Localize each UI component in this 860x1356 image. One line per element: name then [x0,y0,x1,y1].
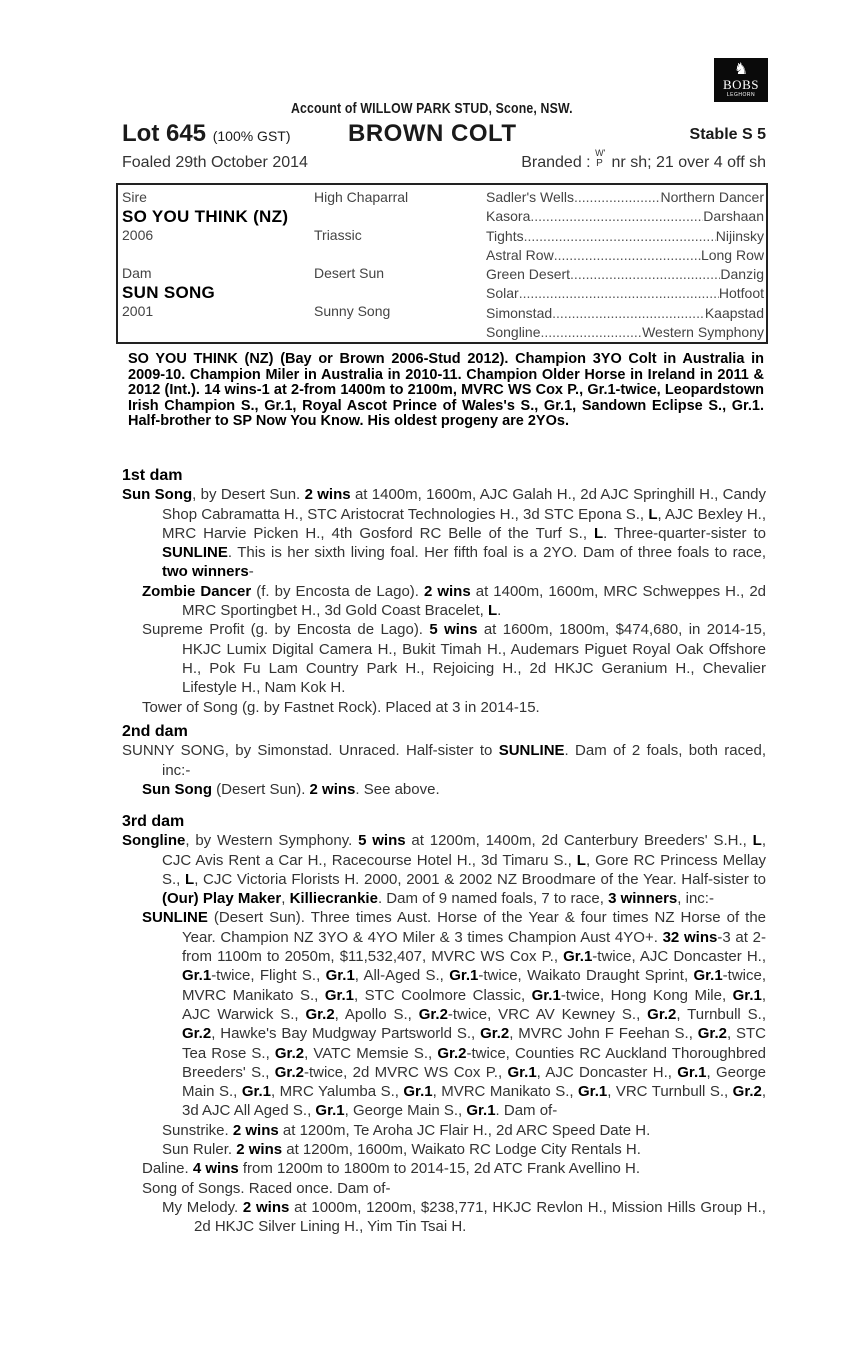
progeny-entry: Tower of Song (g. by Fastnet Rock). Placed at 3 in 2014-15. [142,698,540,716]
third-dam-section [122,812,766,1237]
branded-label: Branded : [521,154,591,171]
ancestor-row: Solar ..... Hotfoot [486,284,764,303]
logo-sub: LEGHORN [726,92,756,98]
dam-entry: Songline, by Western Symphony. 5 wins at 1200m, 1400m, 2d Canterbury Breeders' S.H., L, CJC Avis Rent a Car H., Racecourse Hotel H., 3d Timaru S., L, Gore RC Princess Mellay S., L, CJC Victoria Florists H. 2000, 2001 & 2002 NZ Broodmare of the Year. Half-sister to (Our) Play Maker, Killiecrankie. Dam of 9 named foals, 7 to race, 3 winners, inc:- [122,832,767,908]
race-grade: Gr.2 [647,1005,677,1023]
grand-progeny-entry: Sun Ruler. 2 wins at 1200m, 1600m, Waikato RC Lodge City Rentals H. [162,1141,641,1159]
race-grade: Gr.2 [418,1005,448,1023]
race-grade: Gr.2 [697,1025,727,1043]
lot-number [122,120,291,148]
branded-info [521,148,766,172]
ancestor-row: Green Desert ..... Danzig [486,265,764,284]
race-grade: Gr.1 [531,986,561,1004]
section-heading: 3rd dam [122,813,185,830]
grand-progeny-entry: Sunstrike. 2 wins at 1200m, Te Aroha JC Flair H., 2d ARC Speed Date H. [162,1121,651,1139]
race-grade: Gr.1 [507,1063,537,1081]
dam-dam: Sunny Song [314,303,391,319]
race-grade: Gr.1 [578,1083,608,1101]
race-grade: Gr.2 [480,1025,510,1043]
progeny-entry: Zombie Dancer (f. by Encosta de Lago). 2 wins at 1400m, 1600m, MRC Schweppes H., 2d MRC Sportingbet H., 3d Gold Coast Bracelet, L. [142,582,767,620]
bobs-logo [714,58,768,102]
section-heading: 1st dam [122,467,183,484]
progeny-entry-sunline: SUNLINE (Desert Sun). Three times Aust. Horse of the Year & four times NZ Horse of the Year. Champion NZ 3YO & 4YO Miler & 3 times Champion Aust 4YO+. 32 wins-3 at 2-from 1100m to 2050m, $11,532,407, MVRC WS Cox P., Gr.1-twice, AJC Doncaster H., Gr.1-twice, Flight S., Gr.1, All-Aged S., Gr.1-twice, Waikato Draught Sprint, Gr.1-twice, MVRC Manikato S., Gr.1, STC Coolmore Classic, Gr.1-twice, Hong Kong Mile, Gr.1, AJC Warwick S., Gr.2, Apollo S., Gr.2-twice, VRC AV Kewney S., Gr.2, Turnbull S., Gr.2, Hawke's Bay Mudgway Partsworld S., Gr.2, MVRC John F Feehan S., Gr.2, STC Tea Rose S., Gr.2, VATC Memsie S., Gr.2-twice, Counties RC Auckland Thoroughbred Breeders' S., Gr.2-twice, 2d MVRC WS Cox P., Gr.1, AJC Doncaster H., Gr.1, George Main S., Gr.1, MRC Yalumba S., Gr.1, MVRC Manikato S., Gr.1, VRC Turnbull S., Gr.2, 3d AJC All Aged S., Gr.1, George Main S., Gr.1. Dam of- [142,909,767,1120]
horse-jockey-icon: ♞ [733,61,749,78]
ancestor-row: Songline ..... Western Symphony [486,323,764,342]
pedigree-grandparents [314,188,408,321]
ancestor-row: Sadler's Wells ..... Northern Dancer [486,188,764,207]
race-grade: Gr.2 [437,1044,467,1062]
dam-label: Dam [122,265,152,281]
dam-name: SUN SONG [122,283,216,302]
pedigree-table [116,183,768,344]
race-grade: Gr.1 [677,1063,707,1081]
pedigree-great-grandparents [486,188,764,342]
sire-dam: Triassic [314,227,362,243]
gst-note: (100% GST) [212,128,291,144]
race-grade: Gr.2 [274,1044,305,1062]
dam-entry: Sun Song, by Desert Sun. 2 wins at 1400m, 1600m, AJC Galah H., 2d AJC Springhill H., Candy Shop Cabramatta H., STC Aristocrat Technologies H., 3d STC Epona S., L, AJC Bexley H., MRC Harvie Picken H., 4th Gosford RC Belle of the Turf S., L. Three-quarter-sister to SUNLINE. This is her sixth living foal. Her fifth foal is a 2YO. Dam of three foals to race, two winners- [122,486,767,581]
race-grade: Gr.1 [315,1102,345,1120]
branded-text: nr sh; 21 over 4 off sh [611,154,766,171]
sire-sire: High Chaparral [314,189,409,205]
ancestor-row: Simonstad ..... Kaapstad [486,304,764,323]
progeny-entry: Supreme Profit (g. by Encosta de Lago). 5 wins at 1600m, 1800m, $474,680, in 2014-15, HKJC Lumix Digital Camera H., Bukit Timah H., Audemars Piguet Royal Oak Offshore H., Pok Fu Lam Country Park H., Rejoicing H., 2d HKJC Geranium H., Chevalier Lifestyle H., Nam Kok H. [142,621,766,697]
race-grade: Gr.1 [403,1083,433,1101]
race-grade: Gr.2 [305,1005,335,1023]
second-dam-section [122,722,766,799]
brand-mark-icon: W' P [595,148,606,169]
race-grade: Gr.2 [732,1083,762,1101]
race-grade: Gr.1 [449,967,479,985]
logo-brand: BOBS [723,77,759,92]
race-grade: Gr.1 [325,967,355,985]
ancestor-row: Astral Row ..... Long Row [486,246,764,265]
ancestor-row: Kasora ..... Darshaan [486,207,764,226]
section-heading: 2nd dam [122,723,188,740]
progeny-entry: Sun Song (Desert Sun). 2 wins. See above. [142,780,440,798]
race-grade: Gr.1 [324,986,354,1004]
foaled-date: Foaled 29th October 2014 [122,154,308,171]
sire-name: SO YOU THINK (NZ) [122,207,289,226]
race-grade: Gr.1 [241,1083,271,1101]
first-dam-section [122,466,766,717]
horse-description: BROWN COLT [348,120,517,147]
race-grade: Gr.1 [563,948,593,966]
grand-progeny-entry: My Melody. 2 wins at 1000m, 1200m, $238,771, HKJC Revlon H., Mission Hills Group H., 2d HKJC Silver Lining H., Yim Tin Tsai H. [162,1198,766,1236]
pedigree-parents [122,188,288,321]
ancestor-row: Tights ..... Nijinsky [486,227,764,246]
race-grade: Gr.1 [466,1102,496,1120]
race-grade: Gr.1 [182,967,212,985]
progeny-entry: Daline. 4 wins from 1200m to 1800m to 2014-15, 2d ATC Frank Avellino H. [142,1160,641,1178]
sire-year: 2006 [122,227,154,243]
stable-location: Stable S 5 [689,126,766,143]
race-grade: Gr.1 [693,967,723,985]
dam-sire: Desert Sun [314,265,385,281]
race-grade: Gr.2 [182,1025,212,1043]
dam-year: 2001 [122,303,154,319]
race-grade: Gr.1 [732,986,762,1004]
dam-entry: SUNNY SONG, by Simonstad. Unraced. Half-sister to SUNLINE. Dam of 2 foals, both raced, inc:- [122,742,766,779]
sire-biography: SO YOU THINK (NZ) (Bay or Brown 2006-Stud 2012). Champion 3YO Colt in Australia in 2009-10. Champion Miler in Australia in 2010-11. Champion Older Horse in Ireland in 2011 & 2012 (Int.). 14 wins-1 at 2-from 1400m to 2100m, MVRC WS Cox P., Gr.1-twice, Leopardstown Irish Champion S., Gr.1, Royal Ascot Prince of Wales's S., Gr.1, Sandown Eclipse S., Gr.1. Half-brother to SP Now You Know. His oldest progeny are 2YOs. [128,351,764,429]
sire-label: Sire [122,189,147,205]
race-grade: Gr.2 [274,1063,304,1081]
vendor-account: Account of WILLOW PARK STUD, Scone, NSW. [290,100,573,117]
lot-label: Lot 645 [122,120,207,147]
progeny-entry: Song of Songs. Raced once. Dam of- [142,1179,391,1197]
